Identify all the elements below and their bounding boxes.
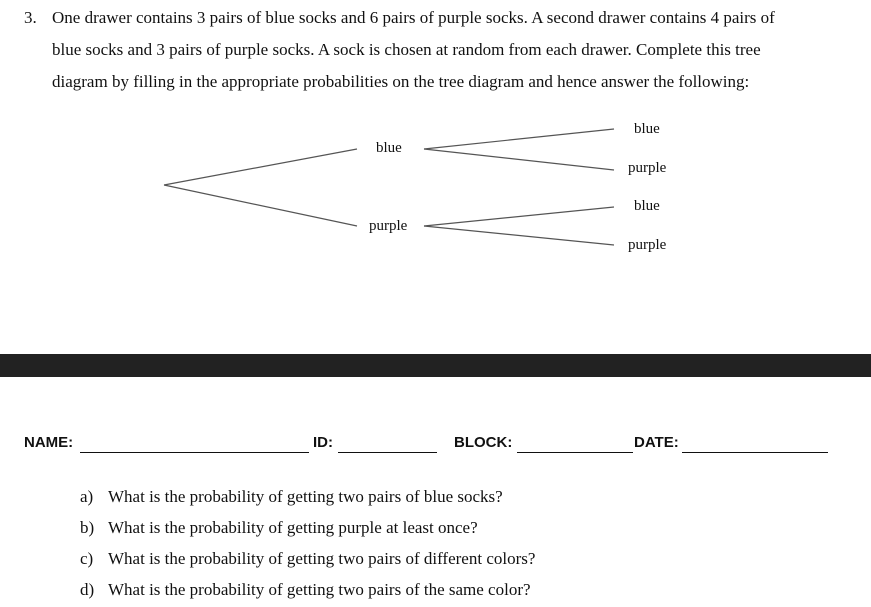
branch-purple-blue <box>424 207 614 226</box>
branch-first-purple <box>164 185 357 226</box>
tree-label-first-blue: blue <box>376 140 402 156</box>
branch-blue-blue <box>424 129 614 149</box>
subquestion-letter: b) <box>80 518 95 537</box>
tree-label-blue-blue: blue <box>634 121 660 137</box>
subquestion-letter: c) <box>80 549 94 568</box>
page-divider-band <box>0 354 871 377</box>
tree-label-blue-purple: purple <box>628 160 667 176</box>
subquestion-letter: d) <box>80 580 95 599</box>
id-label: ID: <box>313 434 333 451</box>
subquestion-d <box>80 580 531 600</box>
tree-label-first-purple: purple <box>369 218 408 234</box>
question-line-1: One drawer contains 3 pairs of blue socks and 6 pairs of purple socks. A second drawer contains 4 pairs of <box>52 8 775 27</box>
subquestion-text: What is the probability of getting purple at least once? <box>108 518 478 537</box>
tree-diagram <box>0 0 871 300</box>
date-blank[interactable] <box>682 452 828 453</box>
tree-label-purple-purple: purple <box>628 237 667 253</box>
question-line-3: diagram by filling in the appropriate probabilities on the tree diagram and hence answer the following: <box>52 72 750 91</box>
subquestion-text: What is the probability of getting two pairs of different colors? <box>108 549 536 568</box>
subquestion-b <box>80 518 478 538</box>
subquestion-text: What is the probability of getting two pairs of blue socks? <box>108 487 503 506</box>
branch-first-blue <box>164 149 357 185</box>
name-blank[interactable] <box>80 452 309 453</box>
date-label: DATE: <box>634 434 679 451</box>
subquestion-a <box>80 487 503 507</box>
question-line-2: blue socks and 3 pairs of purple socks. A sock is chosen at random from each drawer. Complete this tree <box>52 40 761 59</box>
name-label: NAME: <box>24 434 74 451</box>
branch-purple-purple <box>424 226 614 245</box>
block-label: BLOCK: <box>454 434 513 451</box>
tree-label-purple-blue: blue <box>634 198 660 214</box>
id-blank[interactable] <box>338 452 437 453</box>
branch-blue-purple <box>424 149 614 170</box>
subquestion-text: What is the probability of getting two pairs of the same color? <box>108 580 531 599</box>
question-number: 3. <box>24 8 37 27</box>
subquestion-c <box>80 549 535 569</box>
block-blank[interactable] <box>517 452 633 453</box>
subquestion-letter: a) <box>80 487 94 506</box>
